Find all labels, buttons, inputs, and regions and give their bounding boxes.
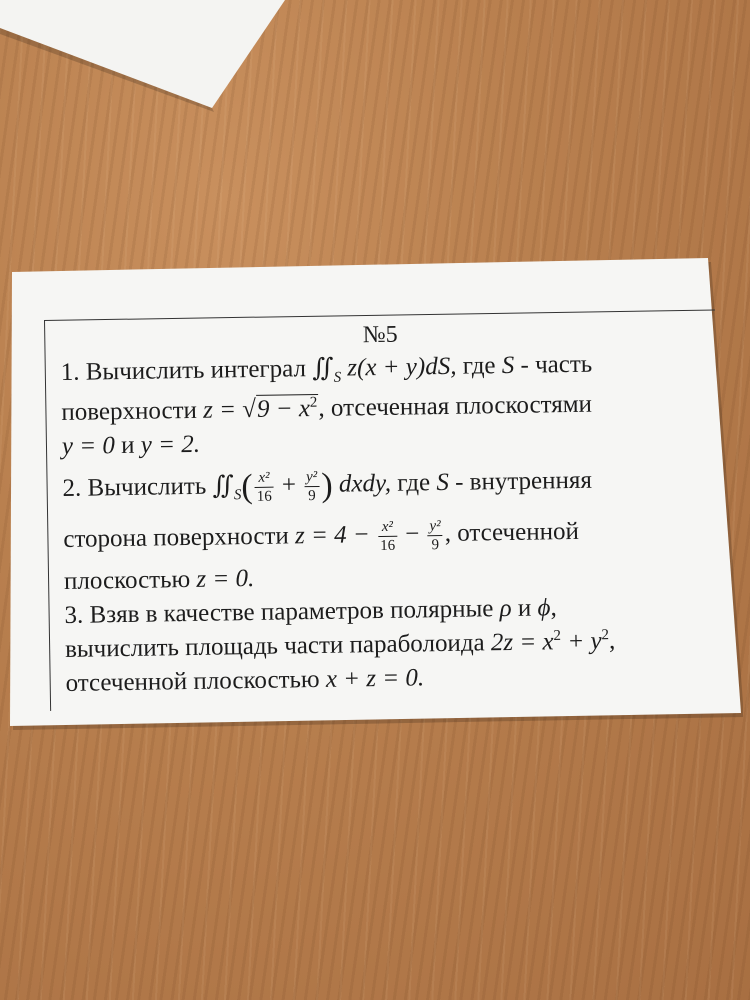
problem-2-prefix: 2. Вычислить [62,472,207,502]
problem-3-line2-tail: , [608,627,616,655]
ticket-number: №5 [362,321,398,349]
problem-2-left-paren: ( [241,468,253,506]
problem-1-domain: S [333,369,342,386]
problem-3-paraboloid: 2z = x [490,628,554,657]
problem-1-line2-lead: поверхности [61,396,204,426]
problem-2-plane: z = 0. [196,565,255,594]
problem-2-frac-2: $\frac{\text{y²}}{9}$ [304,468,320,505]
problem-2-plus: + [275,471,303,499]
problem-3-rho: ρ [499,595,512,623]
problem-2-minus: − [398,520,426,548]
problem-1-sqrt-power: 2 [309,394,318,411]
paper-corner-background [0,0,300,120]
problem-2-frac-1: $\frac{\text{x²}}{16}$ [254,468,274,505]
problem-2-surface-lhs: z = 4 − [294,521,377,550]
problem-1-integral-sign: ∬ [312,354,334,383]
problem-1-and: и [114,431,141,460]
problem-2-frac-4: $\frac{\text{y²}}{9}$ [427,517,443,554]
problem-3-line3-lead: отсеченной плоскостью [65,666,327,698]
problem-1-integrand: z(x + y)dS, [347,352,457,382]
problem-2-where: где [390,469,437,497]
problem-2-differential: dxdy, [338,469,392,498]
problem-3-line1-tail: , [550,594,557,622]
problem-3-phi: ϕ [537,594,551,622]
problem-1-line1-tail: - часть [514,350,593,379]
problem-1-prefix: 1. Вычислить интеграл [60,355,307,386]
problem-1-sqrt-radical: 9 − x [256,395,311,423]
problem-3-line2-lead: вычислить площадь части параболоида [64,629,492,664]
problem-2-line2-tail: , отсеченной [444,518,580,548]
problem-1-plane-a: y = 0 [61,432,116,460]
problem-3-plane: x + z = 0. [325,664,425,694]
problem-2-line1-tail: - внутренняя [448,466,593,496]
problem-3-line1-lead: 3. Взяв в качестве параметров полярные [64,595,500,630]
problem-1-line2-tail: , отсеченная плоскостями [318,390,593,422]
exam-card [8,258,743,733]
problem-2-domain: S [233,487,242,504]
problem-1-surface-lhs: z = [202,396,243,424]
problem-3-exp-2: 2 [601,627,610,644]
problem-1-where: где [456,352,502,380]
problem-1-sqrt: $√9 - x^2$ [242,394,318,424]
problem-1-line-1 [60,346,700,390]
problem-2-set-name: S [436,468,450,497]
problem-2-frac-3: $\frac{\text{x²}}{16}$ [378,518,398,555]
problem-2-right-paren: ) [321,467,334,505]
problem-2-line3-lead: плоскостью [63,566,197,596]
card-content [60,316,706,701]
problem-3-and: и [511,594,538,623]
problem-2-line2-lead: сторона поверхности [63,522,296,554]
problem-1-plane-b: y = 2. [140,430,201,459]
problem-3-plus-y: + y [560,627,602,656]
problem-2-integral-sign: ∬ [212,472,234,500]
problem-1-set-name: S [501,351,515,380]
problem-3-exp-1: 2 [553,628,562,645]
